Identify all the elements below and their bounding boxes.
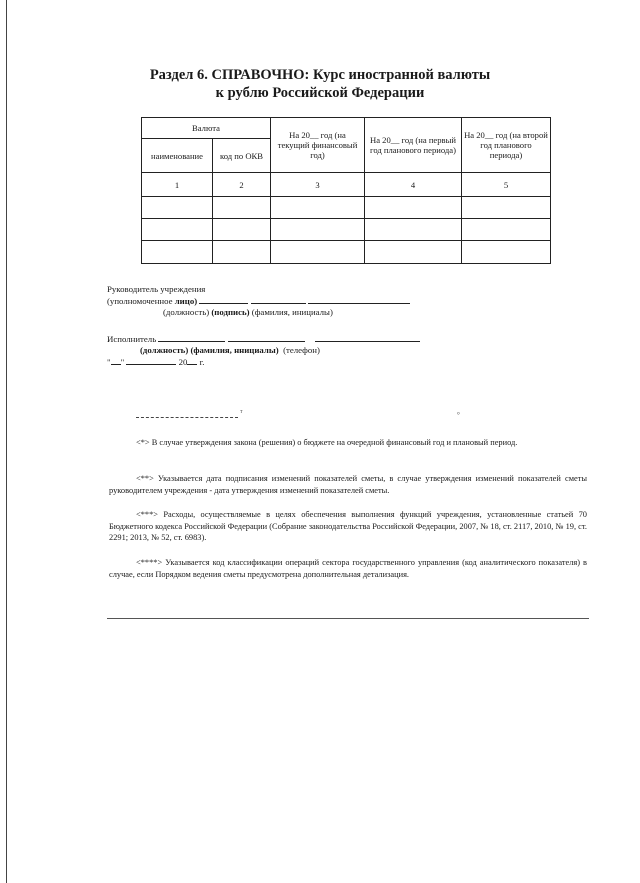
table-row	[142, 219, 551, 241]
section-title	[0, 66, 640, 102]
scan-speck: °	[457, 411, 460, 419]
date-month-field[interactable]	[126, 356, 176, 365]
head-label-line-1: Руководитель учреждения	[107, 284, 206, 294]
title-line-2: к рублю Российской Федерации	[215, 85, 425, 101]
column-number: 2	[213, 173, 271, 197]
first-plan-year-header: На 20__ год (на первый год планового периода)	[365, 118, 462, 173]
executor-caption: (должность) (фамилия, ннициалы) (телефон)	[140, 345, 320, 355]
head-signature-field[interactable]	[251, 295, 306, 304]
column-number: 3	[271, 173, 365, 197]
name-header: наименование	[142, 139, 213, 173]
head-position-field[interactable]	[199, 295, 248, 304]
date-year-field[interactable]	[187, 356, 197, 365]
currency-rate-table	[141, 117, 551, 264]
second-plan-year-header: На 20__ год (на второй год планового периода)	[462, 118, 551, 173]
footnote-2: <**> Указывается дата подписания изменений показателей сметы, в случае утверждения изменений показателей сметы руководителем учреждения - дата утверждения изменений показателей сметы.	[109, 474, 587, 495]
date-line: " " 20 г.	[107, 357, 205, 367]
table-row	[142, 197, 551, 219]
scan-speck: ᵀ	[240, 409, 243, 417]
head-caption: (должность) (подпись) (фамилия, инициалы)	[163, 307, 333, 317]
bottom-rule	[107, 618, 589, 619]
table-header-row	[142, 118, 551, 139]
table-row	[142, 241, 551, 264]
head-label-line-2: (уполномоченное лицо)	[107, 295, 410, 307]
footnote-4: <****> Указывается код классификации операций сектора государственного управления (код аналитического показателя) в случае, если Порядком ведения сметы предусмотрена дополнительная детализация.	[109, 558, 587, 579]
head-signature-block	[107, 284, 410, 318]
okv-code-header: код по ОКВ	[213, 139, 271, 173]
column-number: 4	[365, 173, 462, 197]
current-year-header: На 20__ год (на текущий финансовый год)	[271, 118, 365, 173]
footnote-separator	[136, 417, 238, 418]
date-day-field[interactable]	[111, 356, 121, 365]
column-number-row	[142, 173, 551, 197]
executor-position-field[interactable]	[158, 333, 225, 342]
head-name-field[interactable]	[308, 295, 410, 304]
column-number: 5	[462, 173, 551, 197]
executor-block	[107, 333, 420, 368]
page-edge-line	[6, 0, 7, 883]
title-line-1: Раздел 6. СПРАВОЧНО: Курс иностранной валюты	[149, 67, 491, 83]
column-number: 1	[142, 173, 213, 197]
executor-phone-field[interactable]	[315, 333, 420, 342]
footnote-1: <*> В случае утверждения закона (решения) о бюджете на очередной финансовый год и плановый период.	[136, 438, 518, 447]
executor-name-field[interactable]	[228, 333, 305, 342]
footnote-3: <***> Расходы, осуществляемые в целях обеспечения выполнения функций учреждения, установленные статьей 70 Бюджетного кодекса Российской Федерации (Собрание законодательства Российской Федерации, 2007, № 18, ст. 2117, 2010, № 19, ст. 2291; 2013, № 52, ст. 6983).	[109, 510, 587, 542]
executor-line: Исполнитель	[107, 333, 420, 345]
currency-header: Валюта	[142, 118, 271, 139]
